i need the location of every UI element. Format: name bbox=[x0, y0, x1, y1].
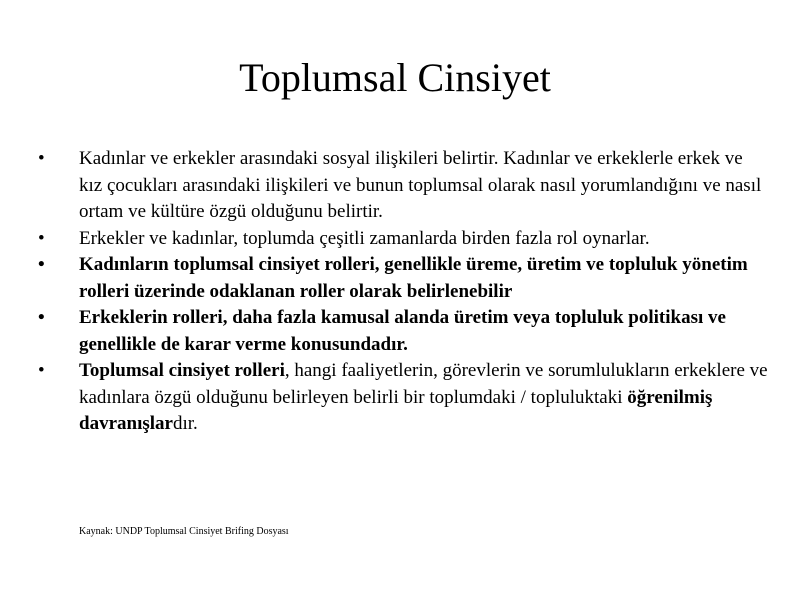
bullet-icon: • bbox=[38, 227, 45, 249]
bullet-text-bold: öğrenilmiş davranışlar bbox=[79, 386, 713, 434]
bullet-icon: • bbox=[38, 148, 45, 169]
bullet-list bbox=[38, 146, 768, 438]
slide-title: Toplumsal Cinsiyet bbox=[239, 55, 551, 100]
bullet-text-bold: Toplumsal cinsiyet rolleri bbox=[79, 360, 285, 381]
bullet-text: Kadınlar ve erkekler arasındaki sosyal ilişkileri belirtir. Kadınlar ve erkeklerle erkek ve kız çocukları arasındaki ilişkileri ve bunun toplumsal olarak nasıl yorumlandığını ve nasıl ortam ve kültüre özgü olduğunu belirtir. bbox=[79, 148, 762, 222]
bullet-text: Kadınların toplumsal cinsiyet rolleri, genellikle üreme, üretim ve topluluk yönetim rolleri üzerinde odaklanan roller olarak belirlenebilir bbox=[79, 254, 748, 302]
bullet-text bbox=[79, 360, 768, 434]
bullet-text: Erkekler ve kadınlar, toplumda çeşitli zamanlarda birden fazla rol oynarlar. bbox=[79, 227, 650, 249]
bullet-item bbox=[38, 146, 768, 226]
bullet-item bbox=[38, 358, 768, 438]
bullet-text: Erkeklerin rolleri, daha fazla kamusal alanda üretim veya topluluk politikası ve genellikle de karar verme konusundadır. bbox=[79, 307, 726, 355]
bullet-icon: • bbox=[38, 360, 45, 381]
bullet-icon: • bbox=[38, 307, 45, 328]
bullet-text-regular: dır. bbox=[172, 413, 198, 434]
bullet-icon: • bbox=[38, 254, 45, 275]
bullet-text-regular: , hangi faaliyetlerin, görevlerin ve sorumlulukların erkeklere ve kadınlara özgü olduğunu belirleyen belirli bir toplumdaki / topluluktaki bbox=[79, 360, 768, 408]
bullet-item bbox=[38, 305, 768, 358]
bullet-item bbox=[38, 252, 768, 305]
source-note: Kaynak: UNDP Toplumsal Cinsiyet Brifing Dosyası bbox=[79, 526, 289, 537]
bullet-item bbox=[38, 226, 768, 253]
